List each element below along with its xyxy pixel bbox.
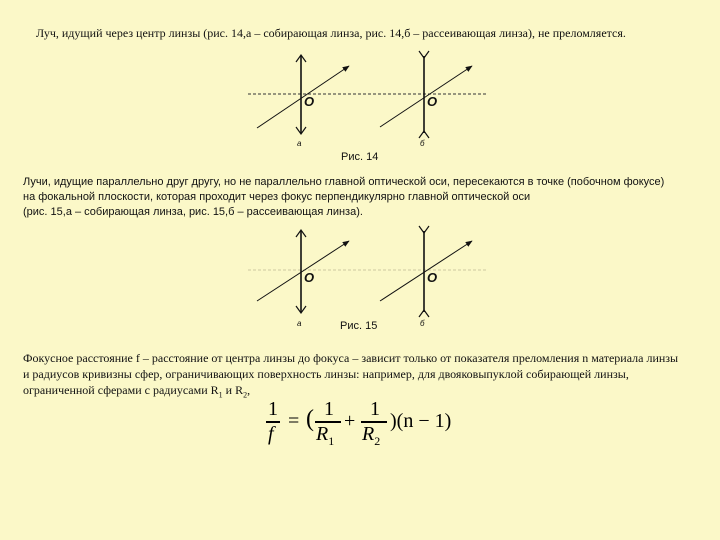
fig15b-sublabel: б [420, 319, 425, 328]
paragraph-focal-length-line2: и радиусов кривизны сфер, ограничивающих поверхность линзы: например, для двояковыпуклой собирающей линзы, [23, 367, 629, 381]
formula-lhs-denominator: f [268, 423, 274, 445]
formula-plus: + [344, 410, 356, 432]
paragraph-focal-length-line1: Фокусное расстояние f – расстояние от центра линзы до фокуса – зависит только от показателя преломления n материала линзы [23, 351, 679, 365]
fig14b-center-label: O [427, 94, 438, 109]
paragraph-parallel-rays-line3: (рис. 15,а – собирающая линза, рис. 15,б – рассеивающая линза). [23, 206, 363, 218]
formula-open-paren: ( [306, 406, 314, 432]
fig14b-ray [380, 66, 472, 127]
fig15-caption: Рис. 15 [340, 320, 378, 332]
paragraph-central-ray: Луч, идущий через центр линзы (рис. 14,а – собирающая линза, рис. 14,б – рассеивающая линза), не преломляется. [36, 26, 626, 40]
fig15-diagram [248, 226, 488, 317]
paragraph-parallel-rays-line2: на фокальной плоскости, которая проходит через фокус перпендикулярно главной оптической оси [23, 191, 531, 203]
fig14-caption: Рис. 14 [341, 151, 379, 163]
formula-tail: )(n − 1) [390, 410, 452, 432]
fig15a-ray [257, 241, 349, 301]
lens-maker-formula [262, 397, 452, 447]
formula-equals: = [288, 410, 300, 432]
fig14a-sublabel: а [297, 139, 302, 148]
formula-term2-denominator: $R_2$ [362, 423, 381, 448]
formula-term2-numerator: 1 [370, 398, 380, 420]
fig15a-sublabel: а [297, 319, 302, 328]
formula-lhs-numerator: 1 [268, 398, 278, 420]
paragraph-focal-length-line3: ограниченной сферами с радиусами $R_1$ и $R_2$, [23, 383, 251, 400]
fig15b-ray [380, 241, 472, 301]
paragraph-parallel-rays-line1: Лучи, идущие параллельно друг другу, но не параллельно главной оптической оси, пересекаются в точке (побочном фокусе) [23, 176, 665, 188]
fig15a-center-label: O [304, 270, 315, 285]
fig15b-center-label: O [427, 270, 438, 285]
fig14b-sublabel: б [420, 139, 425, 148]
formula-term1-denominator: $R_1$ [316, 423, 335, 448]
fig14a-ray [257, 66, 349, 128]
fig14-diagram [248, 51, 488, 138]
fig14a-center-label: O [304, 94, 315, 109]
formula-term1-numerator: 1 [324, 398, 334, 420]
